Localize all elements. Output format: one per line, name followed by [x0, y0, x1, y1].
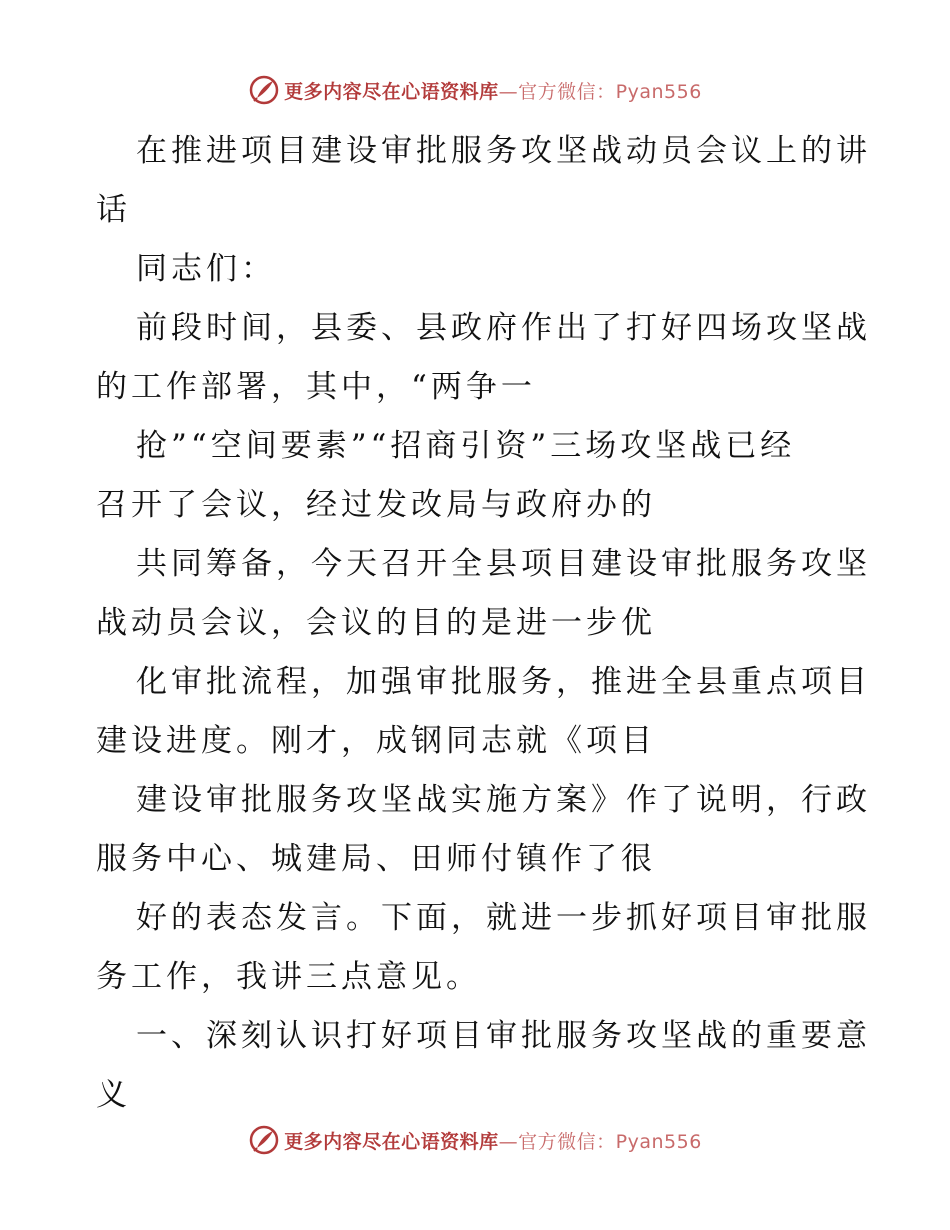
footer-watermark	[0, 1120, 950, 1160]
text-line: 话	[96, 192, 131, 228]
watermark-contact: —官方微信：Pyan556	[498, 1130, 702, 1153]
text-line: 在推进项目建设审批服务攻坚战动员会议上的讲	[136, 133, 871, 169]
header-watermark	[0, 70, 950, 110]
watermark-text	[284, 77, 702, 104]
text-line: 召开了会议，经过发改局与政府办的	[96, 487, 656, 523]
text-line: 好的表态发言。下面，就进一步抓好项目审批服	[136, 900, 871, 936]
text-line: 抢”“空间要素”“招商引资”三场攻坚战已经	[136, 428, 796, 464]
feather-pen-logo-icon	[248, 1124, 280, 1156]
text-line: 前段时间，县委、县政府作出了打好四场攻坚战	[136, 310, 871, 346]
text-line: 一、深刻认识打好项目审批服务攻坚战的重要意	[136, 1018, 871, 1054]
text-line: 义	[96, 1077, 131, 1113]
text-line: 的工作部署，其中，“两争一	[96, 369, 536, 405]
text-line: 战动员会议，会议的目的是进一步优	[96, 605, 656, 641]
watermark-contact: —官方微信：Pyan556	[498, 80, 702, 103]
watermark-text	[284, 1127, 702, 1154]
feather-pen-logo-icon	[248, 74, 280, 106]
text-line: 服务中心、城建局、田师付镇作了很	[96, 841, 656, 877]
watermark-brand: 更多内容尽在心语资料库	[284, 1130, 499, 1153]
text-line: 务工作，我讲三点意见。	[96, 959, 481, 995]
watermark-brand: 更多内容尽在心语资料库	[284, 80, 499, 103]
text-line: 化审批流程，加强审批服务，推进全县重点项目	[136, 664, 871, 700]
text-line: 建设进度。刚才，成钢同志就《项目	[96, 723, 656, 759]
document-body	[96, 122, 871, 1125]
text-line: 共同筹备，今天召开全县项目建设审批服务攻坚	[136, 546, 871, 582]
text-line: 同志们：	[136, 251, 276, 287]
text-line: 建设审批服务攻坚战实施方案》作了说明，行政	[136, 782, 871, 818]
